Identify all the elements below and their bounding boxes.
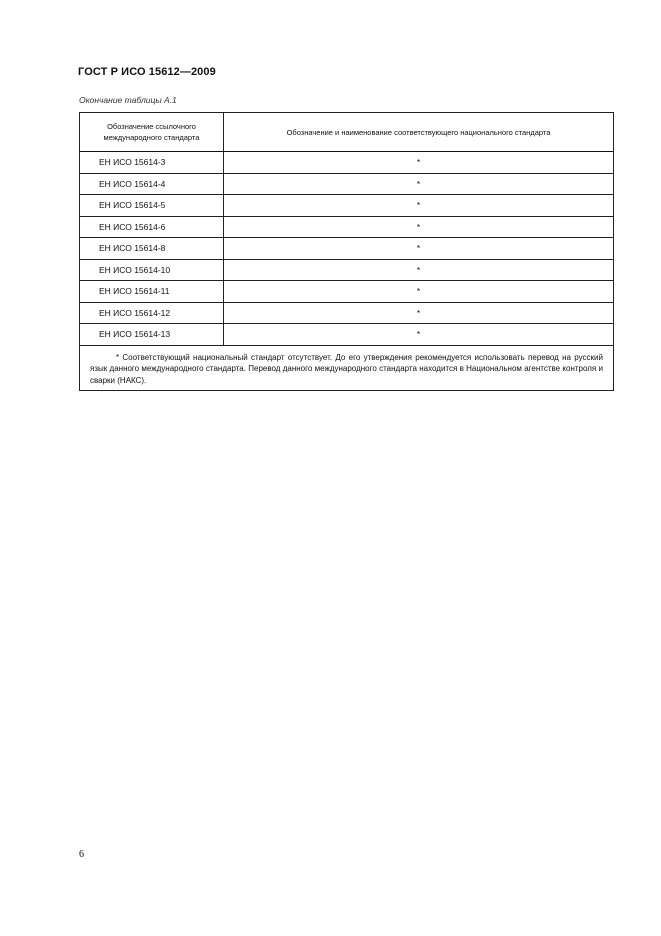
national-standard-cell: * (224, 259, 614, 281)
national-standard-cell: * (224, 281, 614, 303)
table-footnote-cell (80, 345, 614, 391)
page-number: 6 (79, 849, 84, 860)
international-standard-cell: ЕН ИСО 15614-3 (80, 152, 224, 174)
table-row (80, 281, 614, 303)
standards-table (79, 112, 614, 391)
table-row (80, 259, 614, 281)
international-standard-cell: ЕН ИСО 15614-5 (80, 195, 224, 217)
national-standard-cell: * (224, 216, 614, 238)
national-standard-cell: * (224, 195, 614, 217)
column-header-national: Обозначение и наименование соответствующего национального стандарта (224, 113, 614, 152)
table-footnote: * Соответствующий национальный стандарт отсутствует. До его утверждения рекомендуется использовать перевод на русский язык данного международного стандарта. Перевод данного международного стандарта находится в Национальном агентстве контроля и сварки (НАКС). (90, 352, 603, 385)
international-standard-cell: ЕН ИСО 15614-6 (80, 216, 224, 238)
national-standard-cell: * (224, 302, 614, 324)
international-standard-cell: ЕН ИСО 15614-8 (80, 238, 224, 260)
document-title: ГОСТ Р ИСО 15612—2009 (78, 66, 216, 78)
national-standard-cell: * (224, 238, 614, 260)
international-standard-cell: ЕН ИСО 15614-12 (80, 302, 224, 324)
table-row (80, 302, 614, 324)
table-row (80, 195, 614, 217)
table-footnote-row (80, 345, 614, 391)
international-standard-cell: ЕН ИСО 15614-10 (80, 259, 224, 281)
table-row (80, 152, 614, 174)
international-standard-cell: ЕН ИСО 15614-4 (80, 173, 224, 195)
column-header-international: Обозначение ссылочного международного стандарта (80, 113, 224, 152)
table-row (80, 216, 614, 238)
international-standard-cell: ЕН ИСО 15614-11 (80, 281, 224, 303)
international-standard-cell: ЕН ИСО 15614-13 (80, 324, 224, 346)
table-caption: Окончание таблицы А.1 (79, 95, 177, 105)
table-row (80, 173, 614, 195)
national-standard-cell: * (224, 173, 614, 195)
table-row (80, 238, 614, 260)
table-row (80, 324, 614, 346)
national-standard-cell: * (224, 324, 614, 346)
national-standard-cell: * (224, 152, 614, 174)
table-header-row (80, 113, 614, 152)
